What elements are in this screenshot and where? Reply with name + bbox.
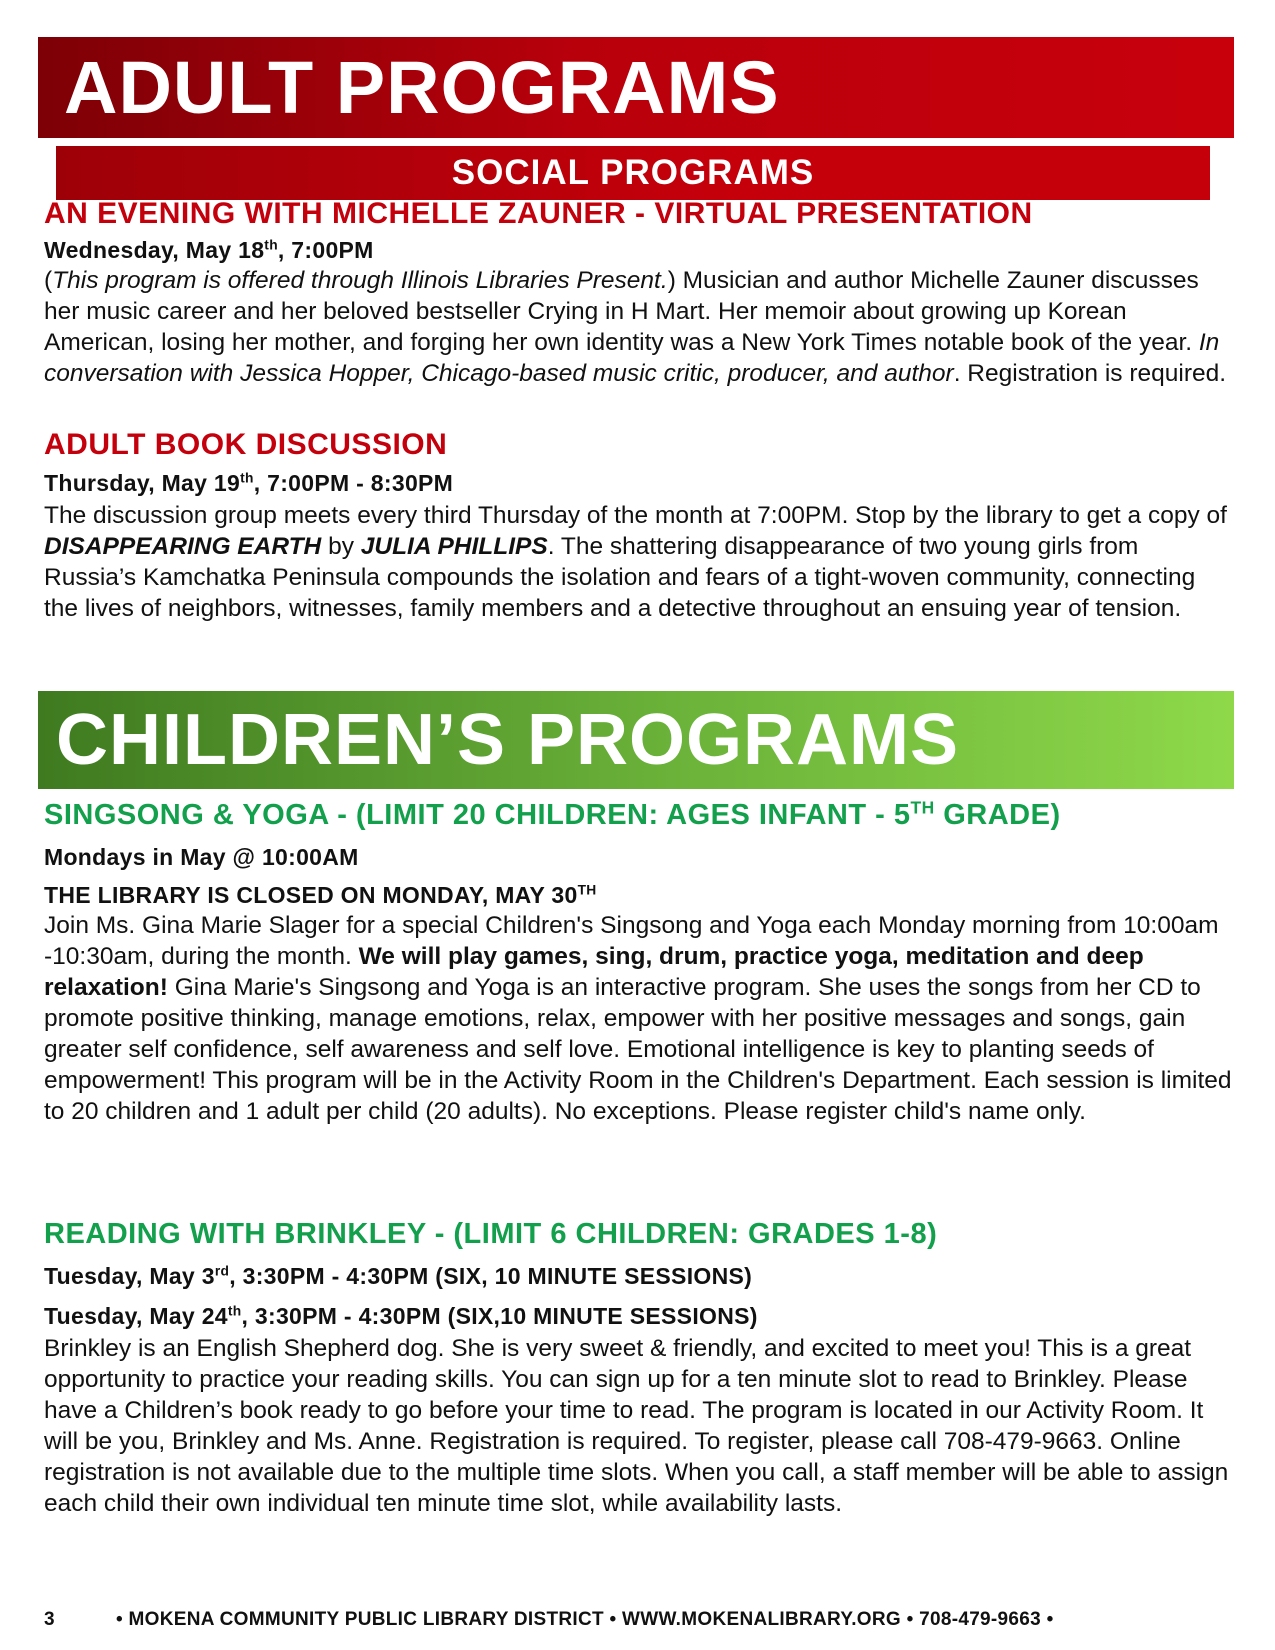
zauner-title: AN EVENING WITH MICHELLE ZAUNER - VIRTUAL PRESENTATION	[44, 197, 1033, 230]
brinkley-title: READING WITH BRINKLEY - (LIMIT 6 CHILDREN: GRADES 1-8)	[44, 1218, 938, 1250]
closed-sup: TH	[577, 882, 597, 898]
brinkley-date-2	[44, 1301, 1234, 1331]
singsong-date: Mondays in May @ 10:00AM	[44, 844, 359, 870]
childrens-programs-banner: CHILDREN’S PROGRAMS	[38, 691, 1234, 789]
page-footer	[44, 1609, 1234, 1631]
brinkley-date2-day: Tuesday, May 24	[44, 1303, 228, 1329]
book-author-text: JULIA PHILLIPS	[360, 533, 548, 560]
singsong-title-main: SINGSONG & YOGA - (LIMIT 20 CHILDREN: AGES INFANT - 5	[44, 799, 911, 831]
brinkley-event	[44, 1217, 1234, 1519]
singsong-body-2: Gina Marie's Singsong and Yoga is an interactive program. She uses the songs from her CD to promote positive thinking, manage emotions, relax, empower with her positive messages and songs, gain greater self confidence, self awareness and self love. Emotional intelligence is key to planting seeds of empowerment! This program will be in the Activity Room in the Children's Department. Each session is limited to 20 children and 1 adult per child (20 adults). No exceptions. Please register child's name only.	[44, 974, 1232, 1125]
zauner-body-italic1: This program is offered through Illinois Libraries Present.	[52, 267, 668, 294]
book-discussion-description	[44, 500, 1234, 624]
singsong-body-bold: We will play games, sing, drum, practice yoga, meditation and deep relaxation!	[44, 943, 1144, 1001]
brinkley-date-1	[44, 1261, 1234, 1291]
zauner-body-mid: ) Musician and author Michelle Zauner discusses her music career and her beloved bestseller Crying in H Mart. Her memoir about growing up Korean American, losing her mother, and forging her own identity was a New York Times notable book of the year.	[44, 267, 1199, 356]
book-date-day: Thursday, May 19	[44, 470, 241, 496]
singsong-body-1: Join Ms. Gina Marie Slager for a special Children's Singsong and Yoga each Monday morning from 10:00am -10:30am, during the month.	[44, 912, 1219, 970]
zauner-date	[44, 235, 1234, 265]
zauner-date-day: Wednesday, May 18	[44, 237, 265, 263]
book-discussion-title: ADULT BOOK DISCUSSION	[44, 428, 448, 461]
zauner-event	[44, 197, 1234, 389]
book-body-1: The discussion group meets every third Thursday of the month at 7:00PM. Stop by the library to get a copy of	[44, 502, 1227, 529]
singsong-event	[44, 798, 1234, 1127]
zauner-body-end: . Registration is required.	[953, 360, 1227, 387]
adult-programs-banner: ADULT PROGRAMS	[38, 37, 1234, 138]
page-number: 3	[44, 1609, 55, 1630]
closed-main: THE LIBRARY IS CLOSED ON MONDAY, MAY 30	[44, 882, 578, 908]
book-title-text: DISAPPEARING EARTH	[44, 533, 322, 560]
library-closed-notice	[44, 880, 1234, 910]
footer-text: • MOKENA COMMUNITY PUBLIC LIBRARY DISTRICT • WWW.MOKENALIBRARY.ORG • 708-479-9663 •	[116, 1609, 1054, 1630]
singsong-title-sup: TH	[910, 797, 935, 818]
book-discussion-event	[44, 428, 1234, 624]
social-programs-banner: SOCIAL PROGRAMS	[56, 146, 1210, 200]
brinkley-date1-time: , 3:30PM - 4:30PM (SIX, 10 MINUTE SESSIONS)	[229, 1263, 753, 1289]
singsong-title	[44, 798, 1234, 832]
zauner-body-italic2: In conversation with Jessica Hopper, Chicago-based music critic, producer, and author	[44, 329, 1220, 387]
brinkley-date2-sup: th	[227, 1303, 242, 1319]
zauner-date-sup: th	[264, 237, 278, 253]
book-date-time: , 7:00PM - 8:30PM	[253, 470, 454, 496]
book-date-sup: th	[240, 470, 254, 486]
brinkley-date1-day: Tuesday, May 3	[44, 1263, 215, 1289]
zauner-date-time: , 7:00PM	[277, 237, 374, 263]
book-discussion-date	[44, 468, 1234, 498]
brinkley-date2-time: , 3:30PM - 4:30PM (SIX,10 MINUTE SESSIONS)	[241, 1303, 758, 1329]
book-body-by: by	[321, 533, 361, 560]
book-body-2: . The shattering disappearance of two young girls from Russia’s Kamchatka Peninsula compounds the isolation and fears of a tight-woven community, connecting the lives of neighbors, witnesses, family members and a detective throughout an ensuing year of tension.	[44, 533, 1196, 622]
zauner-description	[44, 265, 1234, 389]
singsong-title-end: GRADE)	[934, 799, 1061, 831]
singsong-description	[44, 910, 1234, 1127]
brinkley-date1-sup: rd	[214, 1263, 230, 1279]
zauner-body-open: (	[44, 267, 53, 294]
brinkley-description: Brinkley is an English Shepherd dog. She is very sweet & friendly, and excited to meet you! This is a great opportunity to practice your reading skills. You can sign up for a ten minute slot to read to Brinkley. Please have a Children’s book ready to go before your time to read. The program is located in our Activity Room. It will be you, Brinkley and Ms. Anne. Registration is required. To register, please call 708-479-9663. Online registration is not available due to the multiple time slots. When you call, a staff member will be able to assign each child their own individual ten minute time slot, while availability lasts.	[44, 1335, 1229, 1517]
